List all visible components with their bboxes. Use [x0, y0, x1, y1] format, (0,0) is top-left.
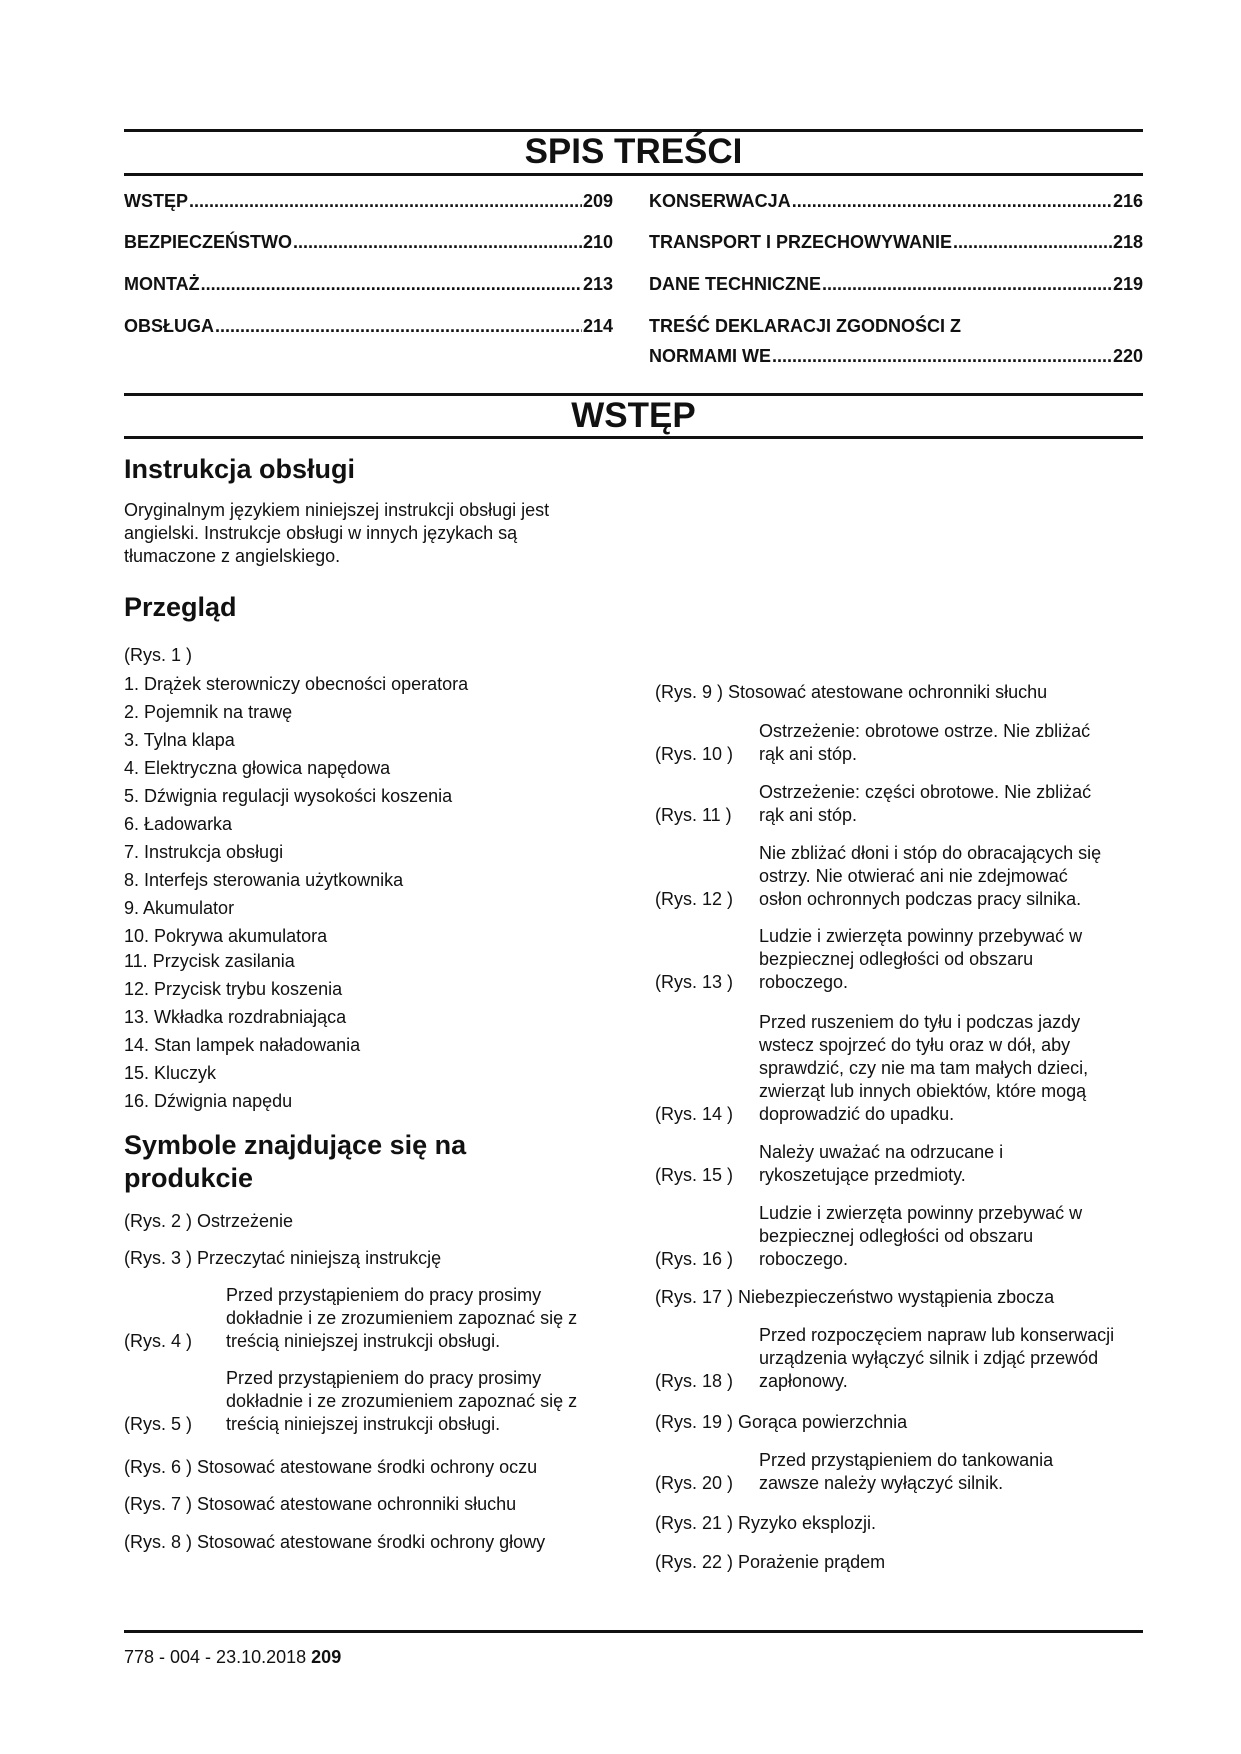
- list-item: 2. Pojemnik na trawę: [124, 702, 293, 722]
- symbol-text-line: Przed przystąpieniem do pracy prosimy: [226, 1368, 542, 1388]
- toc-entry-page: 213: [582, 274, 613, 294]
- symbol-ref: (Rys. 18 ): [655, 1371, 734, 1391]
- symbol-text-line: doprowadzić do upadku.: [759, 1104, 955, 1124]
- symbol-text: [759, 781, 1091, 827]
- symbol-text: [759, 842, 1101, 911]
- symbol-text: [226, 1367, 577, 1436]
- toc-title: SPIS TREŚCI: [524, 132, 743, 171]
- section-bottom-rule: [124, 436, 1143, 439]
- toc-entry-konserwacja[interactable]: [649, 187, 1143, 216]
- symbol-text-line: ostrzy. Nie otwierać ani nie zdejmować: [759, 866, 1068, 886]
- toc-entry-label: KONSERWACJA: [649, 191, 791, 211]
- toc-entry-label: WSTĘP: [124, 191, 189, 211]
- symbol-text: [759, 1202, 1082, 1271]
- manual-line: Oryginalnym językiem niniejszej instrukcji obsługi jest: [124, 500, 550, 520]
- symbol-text: [759, 1449, 1053, 1495]
- symbol-text: [226, 1284, 577, 1353]
- toc-entry-label: DANE TECHNICZNE: [649, 274, 822, 294]
- toc-entry-transport[interactable]: [649, 228, 1143, 257]
- toc-entry-page: 209: [582, 191, 613, 211]
- symbol-rys19: (Rys. 19 ) Gorąca powierzchnia: [655, 1412, 908, 1432]
- symbol-rys15: [655, 1141, 1145, 1187]
- symbol-text-line: zawsze należy wyłączyć silnik.: [759, 1473, 1004, 1493]
- symbol-rys10: [655, 720, 1145, 766]
- symbol-text: [759, 720, 1090, 766]
- list-item: 5. Dźwignia regulacji wysokości koszenia: [124, 786, 453, 806]
- symbol-ref: (Rys. 10 ): [655, 744, 734, 764]
- symbol-ref: (Rys. 12 ): [655, 889, 734, 909]
- symbol-rys11: [655, 781, 1145, 827]
- symbol-text-line: bezpiecznej odległości od obszaru: [759, 949, 1034, 969]
- symbol-ref: (Rys. 13 ): [655, 972, 734, 992]
- symbol-text-line: rąk ani stóp.: [759, 805, 858, 825]
- toc-entry-bezpieczenstwo[interactable]: [124, 228, 613, 257]
- list-item: 6. Ładowarka: [124, 814, 233, 834]
- symbol-rys5: [124, 1367, 614, 1436]
- symbol-ref: (Rys. 5 ): [124, 1414, 193, 1434]
- symbol-rys14: [655, 1011, 1145, 1126]
- symbol-text: [759, 1324, 1114, 1393]
- symbol-rys12: [655, 842, 1145, 911]
- symbol-rys4: [124, 1284, 614, 1353]
- symbol-rys6: (Rys. 6 ) Stosować atestowane środki ochrony oczu: [124, 1457, 538, 1477]
- symbol-rys20: [655, 1449, 1145, 1495]
- toc-entry-label: NORMAMI WE: [649, 346, 771, 366]
- list-item: 7. Instrukcja obsługi: [124, 842, 284, 862]
- symbol-ref: (Rys. 20 ): [655, 1473, 734, 1493]
- symbol-rys18: [655, 1324, 1145, 1393]
- symbol-text: [759, 1011, 1088, 1126]
- symbol-text-line: wstecz spojrzeć do tyłu oraz w dół, aby: [759, 1035, 1071, 1055]
- symbol-text-line: zapłonowy.: [759, 1371, 848, 1391]
- toc-entry-montaz[interactable]: [124, 270, 613, 299]
- symbol-rys7: (Rys. 7 ) Stosować atestowane ochronniki słuchu: [124, 1494, 517, 1514]
- toc-entry-obsluga[interactable]: [124, 312, 613, 341]
- manual-paragraph: [124, 499, 604, 568]
- toc-entry-page: 218: [1112, 232, 1143, 252]
- symbol-rys8: (Rys. 8 ) Stosować atestowane środki ochrony głowy: [124, 1532, 546, 1552]
- toc-entry-label: BEZPIECZEŃSTWO: [124, 232, 293, 252]
- list-item: 8. Interfejs sterowania użytkownika: [124, 870, 404, 890]
- symbol-text-line: bezpiecznej odległości od obszaru: [759, 1226, 1034, 1246]
- symbol-text-line: treścią niniejszej instrukcji obsługi.: [226, 1331, 501, 1351]
- footer-rule: [124, 1630, 1143, 1633]
- symbol-rys16: [655, 1202, 1145, 1271]
- toc-entry-label: MONTAŻ: [124, 274, 200, 294]
- symbol-rys22: (Rys. 22 ) Porażenie prądem: [655, 1552, 886, 1572]
- toc-entry-page: 219: [1112, 274, 1143, 294]
- toc-entry-page: 216: [1112, 191, 1143, 211]
- toc-entry-page: 220: [1112, 346, 1143, 366]
- symbol-text-line: zwierząt lub innych obiektów, które mogą: [759, 1081, 1087, 1101]
- symbol-text-line: Przed przystąpieniem do tankowania: [759, 1450, 1054, 1470]
- symbol-rys13: [655, 925, 1145, 994]
- toc-bottom-rule: [124, 173, 1143, 176]
- symbol-text-line: sprawdzić, czy nie ma tam małych dzieci,: [759, 1058, 1089, 1078]
- symbol-text-line: Należy uważać na odrzucane i: [759, 1142, 1004, 1162]
- list-item: 1. Drążek sterowniczy obecności operatora: [124, 674, 469, 694]
- manual-line: tłumaczone z angielskiego.: [124, 546, 341, 566]
- symbols-heading: [124, 1129, 466, 1195]
- symbol-rys21: (Rys. 21 ) Ryzyko eksplozji.: [655, 1513, 877, 1533]
- symbol-ref: (Rys. 11 ): [655, 805, 732, 825]
- list-item: 16. Dźwignia napędu: [124, 1091, 293, 1111]
- symbol-text-line: Przed rozpoczęciem napraw lub konserwacji: [759, 1325, 1115, 1345]
- toc-entry-deklaracja[interactable]: [649, 342, 1143, 371]
- symbol-rys3: (Rys. 3 ) Przeczytać niniejszą instrukcję: [124, 1248, 442, 1268]
- symbol-text-line: Ostrzeżenie: części obrotowe. Nie zbliżać: [759, 782, 1092, 802]
- list-item: 12. Przycisk trybu koszenia: [124, 979, 343, 999]
- symbol-text-line: Ludzie i zwierzęta powinny przebywać w: [759, 926, 1083, 946]
- symbol-text-line: Ludzie i zwierzęta powinny przebywać w: [759, 1203, 1083, 1223]
- list-item: 4. Elektryczna głowica napędowa: [124, 758, 391, 778]
- toc-entry-dane-techniczne[interactable]: [649, 270, 1143, 299]
- symbol-text-line: roboczego.: [759, 1249, 849, 1269]
- symbol-text-line: dokładnie i ze zrozumieniem zapoznać się z: [226, 1391, 578, 1411]
- symbol-text-line: urządzenia wyłączyć silnik i zdjąć przewód: [759, 1348, 1099, 1368]
- symbol-text: [759, 925, 1082, 994]
- manual-line: angielski. Instrukcje obsługi w innych językach są: [124, 523, 518, 543]
- symbol-text-line: Przed ruszeniem do tyłu i podczas jazdy: [759, 1012, 1081, 1032]
- list-item: 11. Przycisk zasilania: [124, 951, 295, 971]
- symbol-text-line: osłon ochronnych podczas pracy silnika.: [759, 889, 1082, 909]
- symbol-text-line: Nie zbliżać dłoni i stóp do obracających się: [759, 843, 1102, 863]
- symbol-text-line: rykoszetujące przedmioty.: [759, 1165, 966, 1185]
- list-item: 3. Tylna klapa: [124, 730, 235, 750]
- symbol-text-line: roboczego.: [759, 972, 849, 992]
- toc-entry-page: 210: [582, 232, 613, 252]
- toc-entry-label: TRANSPORT I PRZECHOWYWANIE: [649, 232, 953, 252]
- page-number: 209: [311, 1647, 342, 1667]
- symbol-text-line: dokładnie i ze zrozumieniem zapoznać się z: [226, 1308, 578, 1328]
- toc-entry-label-line1: TREŚĆ DEKLARACJI ZGODNOŚCI Z: [649, 316, 962, 336]
- symbol-rys17: (Rys. 17 ) Niebezpieczeństwo wystąpienia zbocza: [655, 1287, 1055, 1307]
- symbol-text-line: treścią niniejszej instrukcji obsługi.: [226, 1414, 501, 1434]
- list-item: 14. Stan lampek naładowania: [124, 1035, 361, 1055]
- list-item: 10. Pokrywa akumulatora: [124, 926, 328, 946]
- toc-entry-wstep[interactable]: [124, 187, 613, 216]
- symbol-ref: (Rys. 14 ): [655, 1104, 734, 1124]
- list-item: 13. Wkładka rozdrabniająca: [124, 1007, 347, 1027]
- symbol-ref: (Rys. 15 ): [655, 1165, 734, 1185]
- symbol-text-line: Ostrzeżenie: obrotowe ostrze. Nie zbliżać: [759, 721, 1091, 741]
- symbols-heading-line: produkcie: [124, 1163, 254, 1193]
- toc-entry-page: 214: [582, 316, 613, 336]
- symbol-text-line: rąk ani stóp.: [759, 744, 858, 764]
- toc-entry-deklaracja-line1[interactable]: [649, 312, 1143, 341]
- symbol-ref: (Rys. 4 ): [124, 1331, 193, 1351]
- symbol-ref: (Rys. 16 ): [655, 1249, 734, 1269]
- symbol-text-line: Przed przystąpieniem do pracy prosimy: [226, 1285, 542, 1305]
- page-footer: [124, 1646, 341, 1668]
- list-item: 9. Akumulator: [124, 898, 235, 918]
- symbols-heading-line: Symbole znajdujące się na: [124, 1130, 467, 1160]
- symbol-text: [759, 1141, 1003, 1187]
- manual-heading: Instrukcja obsługi: [124, 454, 356, 484]
- overview-heading: Przegląd: [124, 592, 237, 622]
- toc-entry-label: OBSŁUGA: [124, 316, 214, 336]
- doc-code: 778 - 004 - 23.10.2018: [124, 1647, 307, 1667]
- symbol-rys2: (Rys. 2 ) Ostrzeżenie: [124, 1211, 294, 1231]
- section-title: WSTĘP: [571, 396, 696, 435]
- overview-ref: (Rys. 1 ): [124, 645, 193, 665]
- list-item: 15. Kluczyk: [124, 1063, 217, 1083]
- symbol-rys9: (Rys. 9 ) Stosować atestowane ochronniki słuchu: [655, 682, 1048, 702]
